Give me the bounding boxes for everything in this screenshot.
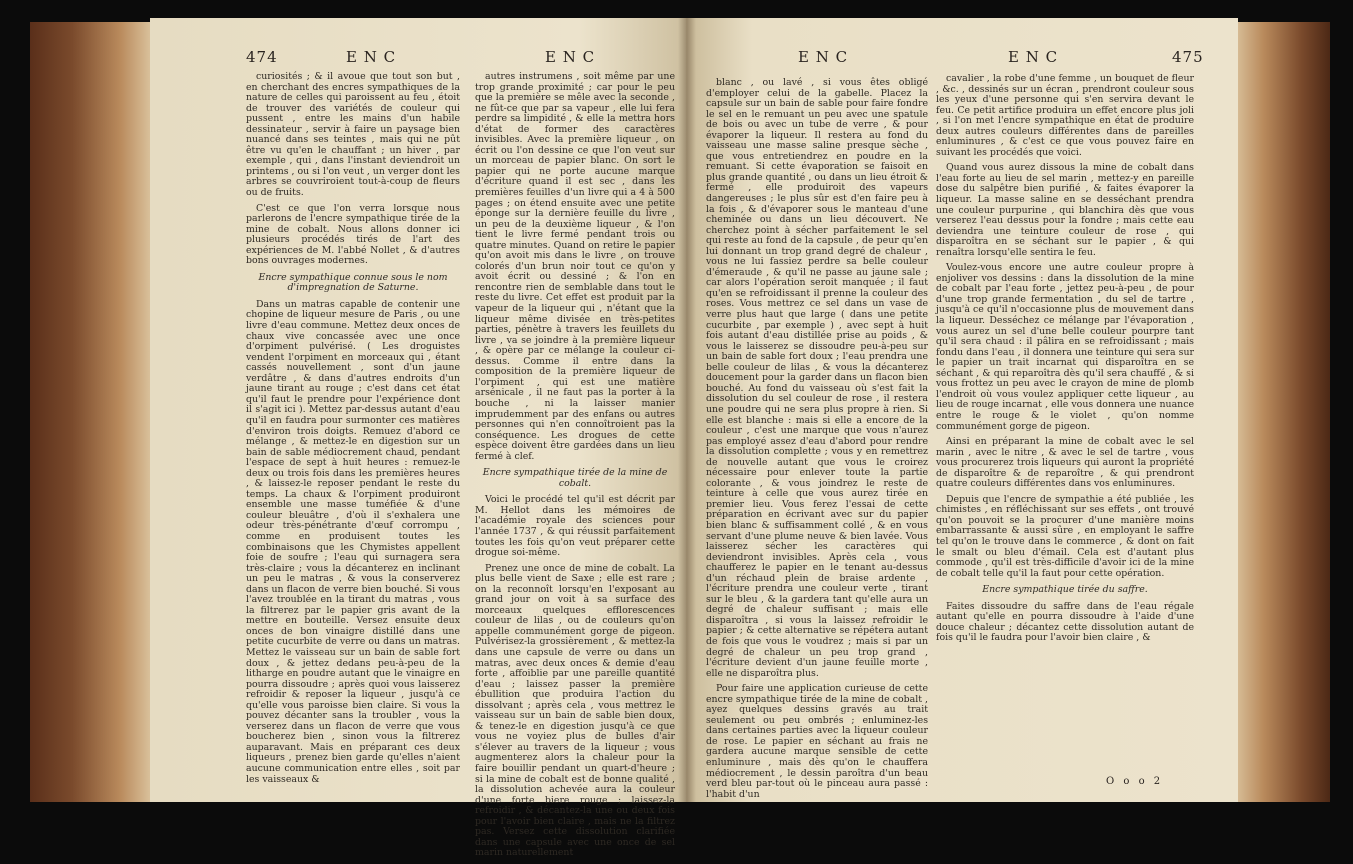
left-page (150, 18, 686, 859)
left-page-edges (30, 22, 150, 802)
left-column-2 (475, 72, 675, 864)
paragraph: cavalier , la robe d'une femme , un bouquet de fleur , &c. , dessinés sur un écran , prendront couleur sous les yeux d'une personne qui s'en servira devant le feu. Ce petit artifice produira un effet encore plus joli , si l'on met l'encre sympathique en état de produire deux autres couleurs différentes dans de pareilles enluminures , & c'est ce que vous pouvez faire en suivant les procédés que voici. (936, 73, 1194, 158)
paragraph: C'est ce que l'on verra lorsque nous parlerons de l'encre sympathique tirée de la mine de cobalt. Nous allons donner ici plusieurs procédés tirés de l'art des expériences de M. l'abbé Nollet , & d'autres bons ouvrages modernes. (246, 202, 460, 267)
right-page (686, 18, 1238, 802)
running-head-right-2: E N C (1008, 48, 1059, 66)
running-head-left-2: E N C (545, 48, 596, 66)
left-column-1 (246, 72, 460, 790)
right-column-1 (706, 78, 928, 805)
paragraph: autres instrumens , soit même par une trop grande proximité ; car pour le peu que la première se mêle avec la seconde , ne fût-ce que par sa vapeur , elle lui fera perdre sa limpidité , & elle la mettra hors d'état de former des caractères invisibles. Avec la première liqueur , on écrit ou l'on dessine ce que l'on veut sur un morceau de papier blanc. On sort le papier qui ne porte aucune marque d'écriture quand il est sec , dans les premières feuilles d'un livre qui a 4 à 500 pages ; on étend ensuite avec une petite éponge sur la dernière feuille du livre , un peu de la deuxième liqueur , & l'on tient le livre fermé pendant trois ou quatre minutes. Quand on retire le papier qu'on avoit mis dans le livre , on trouve colorés d'un brun noir tout ce qu'on y avoit écrit ou dessiné ; & l'on en rencontre rien de semblable dans tout le reste du livre. Cet effet est produit par la vapeur de la liqueur qui , n'étant que la liqueur même divisée en très-petites parties, pénètre à travers les feuillets du livre , va se joindre à la première liqueur , & opère par ce mélange la couleur ci-dessus. Comme il entre dans la composition de la première liqueur de l'orpiment , qui est une matière arsénicale , il ne faut pas la porter à la bouche , ni la laisser manier imprudemment par des enfans ou autres personnes qui n'en connoîtroient pas la conséquence. Les drogues de cette espèce doivent être gardées dans un lieu fermé à clef. (475, 71, 675, 462)
paragraph: blanc , ou lavé , si vous êtes obligé d'employer celui de la gabelle. Placez la capsule sur un bain de sable pour faire fondre le sel en le remuant un peu avec une spatule de bois ou avec un tube de verre , & pour évaporer la liqueur. Il restera au fond du vaisseau une masse saline presque sèche , que vous entretiendrez en poudre en la remuant. Si cette évaporation se faisoit en plus grande quantité , ou dans un lieu étroit & fermé , elle produiroit des vapeurs dangereuses ; le plus sûr est d'en faire peu à la fois , & d'évaporer sous le manteau d'une cheminée ou dans un lieu découvert. Ne cherchez point à sécher parfaitement le sel qui reste au fond de la capsule , de peur qu'en lui donnant un trop grand degré de chaleur , vous ne lui fassiez perdre sa belle couleur d'émeraude , & qu'il ne passe au jaune sale ; car alors l'opération seroit manquée ; il faut qu'en se refroidissant il prenne la couleur des roses. Vous mettrez ce sel dans un vase de verre plus haut que large ( dans une petite cucurbite , par exemple ) , avec sept à huit fois autant d'eau distillée prise au poids , & vous le laisserez se dissoudre peu-à-peu sur un bain de sable fort doux ; l'eau prendra une belle couleur de lilas , & vous la décanterez doucement pour la garder dans un flacon bien bouché. Au fond du vaisseau où s'est fait la dissolution du sel couleur de rose , il restera une poudre qui ne sera plus propre à rien. Si elle est blanche : mais si elle a encore de la couleur , c'est une marque que vous n'aurez pas employé assez d'eau d'abord pour rendre la dissolution complette ; vous y en remettrez de nouvelle autant que vous le croirez nécessaire pour enlever toute la partie colorante , & vous joindrez le reste de teinture à celle que vous aurez tirée en premier lieu. Vous ferez l'essai de cette préparation en écrivant avec sur du papier bien blanc & suffisamment collé , & en vous servant d'une plume neuve & bien lavée. Vous laisserez sécher les caractères qui deviendront invisibles. Après cela , vous chaufferez le papier en le tenant au-dessus d'un réchaud plein de braise ardente , l'écriture prendra une couleur verte , tirant sur le bleu , & la gardera tant qu'elle aura un degré de chaleur suffisant ; mais elle disparoîtra , si vous la laissez refroidir le papier ; & cette alternative se répétera autant de fois que vous le voudrez ; mais si par un degré de chaleur un peu trop grand , l'écriture devient d'un jaune feuille morte , elle ne disparoîtra plus. (706, 77, 928, 679)
right-page-edges (1235, 22, 1330, 802)
paragraph: Voici le procédé tel qu'il est décrit par M. Hellot dans les mémoires de l'académie royale des sciences pour l'année 1737 , & qui réussit parfaitement toutes les fois qu'on veut préparer cette drogue soi-même. (475, 494, 675, 559)
section-heading: Encre sympathique tirée du saffre. (982, 584, 1148, 596)
paragraph: Prenez une once de mine de cobalt. La plus belle vient de Saxe ; elle est rare ; on la reconnoît lorsqu'en l'exposant au grand jour on voit à sa surface des morceaux quelques efflorescences couleur de lilas , ou de couleurs qu'on appelle communément gorge de pigeon. Pulvérisez-la grossièrement , & mettez-la dans une capsule de verre ou dans un matras, avec deux onces & demie d'eau forte , affoiblie par une pareille quantité d'eau ; laissez passer la première ébullition que produira l'action du dissolvant ; après cela , vous mettrez le vaisseau sur un bain de sable bien doux, & tenez-le en digestion jusqu'à ce que vous ne voyiez plus de bulles d'air s'élever au travers de la liqueur ; vous augmenterez alors la chaleur pour la faire bouillir pendant un quart-d'heure ; si la mine de cobalt est de bonne qualité , la dissolution achevée aura la couleur d'une forte biere rouge ; laissez-la refroidir , & décantez-la une ou deux fois pour l'avoir bien claire , mais ne la filtrez pas. Versez cette dissolution clarifiée dans une capsule avec une once de sel marin naturellement (475, 562, 675, 859)
paragraph: Voulez-vous encore une autre couleur propre à enjoliver vos dessins : dans la dissolution de la mine de cobalt par l'eau forte , jettez peu-à-peu , de pour d'une trop grande fermentation , du sel de tartre , jusqu'à ce qu'il n'occasionne plus de mouvement dans la liqueur. Desséchez ce mélange par l'évaporation , vous aurez un sel d'une belle couleur pourpre tant qu'il sera chaud : il pâlira en se refroidissant ; mais fondu dans l'eau , il donnera une teinture qui sera sur le papier un trait incarnat qui disparoîtra en se séchant , & qui reparoîtra dès qu'il sera chauffé , & si vous frottez un peu avec le crayon de mine de plomb l'endroit où vous voulez appliquer cette liqueur , au lieu de rouge incarnat , elle vous donnera une nuance entre le rouge & le violet , qu'on nomme communément gorge de pigeon. (936, 262, 1194, 432)
book-gutter (678, 18, 696, 802)
paragraph: Depuis que l'encre de sympathie a été publiée , les chimistes , en réfléchissant sur ses effets , ont trouvé qu'on pouvoit se la procurer d'une manière moins embarrassante & aussi sûre , en employant le saffre tel qu'on le trouve dans le commerce , & dont on fait le smalt ou bleu d'émail. Cela est d'autant plus commode , qu'il est très-difficile d'avoir ici de la mine de cobalt telle qu'il la faut pour cette opération. (936, 493, 1194, 579)
paragraph: Faites dissoudre du saffre dans de l'eau régale autant qu'elle en pourra dissoudre à l'aide d'une douce chaleur ; décantez cette dissolution autant de fois qu'il le faudra pour l'avoir bien claire , & (936, 600, 1194, 644)
section-heading: Encre sympathique connue sous le nom d'impregnation de Saturne. (258, 271, 448, 294)
signature-mark: O o o 2 (1106, 776, 1164, 787)
paragraph: Dans un matras capable de contenir une chopine de liqueur mesure de Paris , ou une livre d'eau commune. Mettez deux onces de chaux vive concassée avec une once d'orpiment pulvérisé. ( Les droguistes vendent l'orpiment en morceaux qui , étant cassés nouvellement , sont d'un jaune verdâtre , & dans d'autres endroits d'un jaune tirant au rouge ; c'est dans cet état qu'il faut le prendre pour l'expérience dont il s'agit ici ). Mettez par-dessus autant d'eau qu'il en faudra pour surmonter ces matières d'environ trois doigts. Remuez d'abord ce mélange , & mettez-le en digestion sur un bain de sable médiocrement chaud, pendant l'espace de sept à huit heures : remuez-le deux ou trois fois dans les premières heures , & laissez-le reposer pendant le reste du temps. La chaux & l'orpiment produiront ensemble une masse tuméfiée & d'une couleur bleuâtre , d'où il s'exhalera une odeur très-pénétrante d'œuf corrompu , comme en produisent toutes les combinaisons que les Chymistes appellent foie de soufre ; l'eau qui surnagera sera très-claire ; vous la décanterez en inclinant un peu le matras , & vous la conserverez dans un flacon de verre bien bouché. Si vous l'avez troublée en la tirant du matras , vous la filtrerez par le papier gris avant de la mettre en bouteille. Versez ensuite deux onces de bon vinaigre distillé dans une petite cucurbite de verre ou dans un matras. Mettez le vaisseau sur un bain de sable fort doux , & jettez dedans peu-à-peu de la litharge en poudre autant que le vinaigre en pourra dissoudre ; après quoi vous laisserez refroidir & reposer la liqueur , jusqu'à ce qu'elle vous paroisse bien claire. Si vous la pouvez décanter sans la troubler , vous la verserez dans un flacon de verre que vous boucherez bien , sinon vous la filtrerez auparavant. Mais en préparant ces deux liqueurs , prenez bien garde qu'elles n'aient aucune communication entre elles , soit par les vaisseaux & (246, 298, 460, 785)
paragraph: curiosités ; & il avoue que tout son but , en cherchant des encres sympathiques de la nature de celles qui paroissent au feu , étoit de trouver des variétés de couleur qui pussent , entre les mains d'un habile dessinateur , servir à faire un paysage bien nuancé dans ses teintes , mais qui ne pût être vu qu'en le chauffant ; un hiver , par exemple , qui , dans l'instant deviendroit un printems , ou si l'on veut , un verger dont les arbres se couvriroient tout-à-coup de fleurs ou de fruits. (246, 71, 460, 199)
running-head-left-1: E N C (346, 48, 397, 66)
paragraph: Pour faire une application curieuse de cette encre sympathique tirée de la mine de cobalt , ayez quelques dessins gravés au trait seulement ou peu ombrés ; enluminez-les dans certaines parties avec la liqueur couleur de rose. Le papier en séchant au frais ne gardera aucune marque sensible de cette enluminure , mais dès qu'on le chauffera médiocrement , le dessin paroîtra d'un beau verd bleu par-tout où le pinceau aura passé : l'habit d'un (706, 683, 928, 800)
running-head-right-1: E N C (798, 48, 849, 66)
page-number-left: 474 (246, 48, 278, 66)
paragraph: Quand vous aurez dissous la mine de cobalt dans l'eau forte au lieu de sel marin , mettez-y en pareille dose du salpêtre bien purifié , & faites évaporer la liqueur. La masse saline en se desséchant prendra une couleur purpurine , qui blanchira dès que vous verserez l'eau dessus pour la fondre ; mais cette eau deviendra une teinture couleur de rose , qui disparoîtra en se séchant sur le papier , & qui renaîtra lorsqu'elle sentira le feu. (936, 162, 1194, 258)
section-heading: Encre sympathique tirée de la mine de cobalt. (482, 467, 668, 489)
page-number-right: 475 (1172, 48, 1204, 66)
right-column-2 (936, 74, 1194, 649)
paragraph: Ainsi en préparant la mine de cobalt avec le sel marin , avec le nitre , & avec le sel de tartre , vous vous procurerez trois liqueurs qui auront la propriété de disparoître & de reparoître , & qui prendront quatre couleurs différentes dans vos enluminures. (936, 436, 1194, 490)
